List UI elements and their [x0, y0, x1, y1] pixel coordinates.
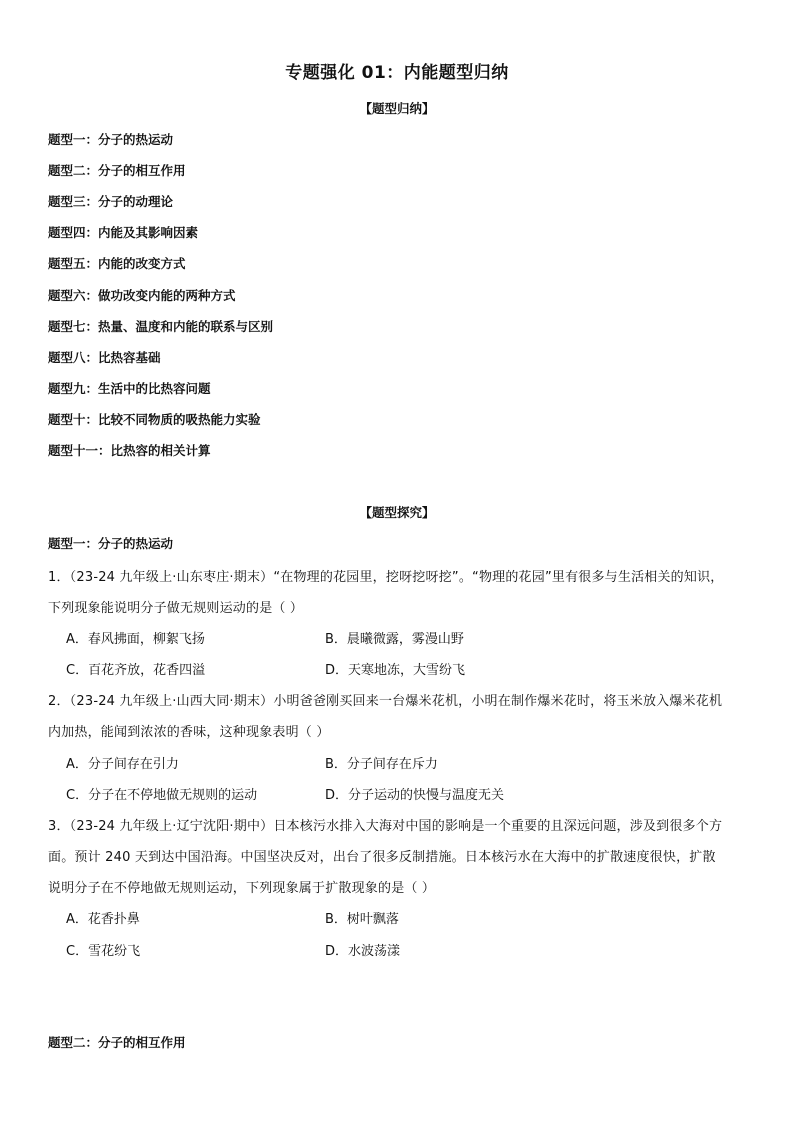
question-2-option-d: D．分子运动的快慢与温度无关 [325, 788, 505, 803]
type-list-item: 题型三：分子的动理论 [48, 194, 174, 209]
question-3-text: 面。预计 240 天到达中国沿海。中国坚决反对，出台了很多反制措施。日本核污水在大海中的扩散速度很快，扩散 [48, 850, 716, 865]
section-title: 题型一：分子的热运动 [48, 536, 174, 551]
question-3-option-c: C．雪花纷飞 [66, 944, 141, 959]
question-1-option-b: B．晨曦微露，雾漫山野 [325, 632, 464, 647]
question-2-text: 内加热，能闻到浓浓的香味，这种现象表明（ ） [48, 725, 330, 740]
question-2-option-b: B．分子间存在斥力 [325, 757, 438, 772]
question-2-option-a: A．分子间存在引力 [66, 757, 179, 772]
type-list-item: 题型一：分子的热运动 [48, 132, 174, 147]
question-1-option-a: A．春风拂面，柳絮飞扬 [66, 632, 205, 647]
type-list-item: 题型十：比较不同物质的吸热能力实验 [48, 412, 261, 427]
type-list-item: 题型十一：比热容的相关计算 [48, 443, 211, 458]
type-list-item: 题型八：比热容基础 [48, 350, 161, 365]
question-3-option-d: D．水波荡漾 [325, 944, 401, 959]
type-list-item: 题型七：热量、温度和内能的联系与区别 [48, 319, 274, 334]
question-1-option-c: C．百花齐放，花香四溢 [66, 663, 206, 678]
question-1-text: 下列现象能说明分子做无规则运动的是（ ） [48, 601, 304, 616]
question-3-option-a: A．花香扑鼻 [66, 912, 140, 927]
section-title: 题型二：分子的相互作用 [48, 1035, 186, 1050]
question-1-text: 1．（23-24 九年级上·山东枣庄·期末）“在物理的花园里，挖呀挖呀挖”。“物理的花园”里有很多与生活相关的知识， [48, 570, 724, 585]
question-1-option-d: D．天寒地冻，大雪纷飞 [325, 663, 466, 678]
type-list-item: 题型四：内能及其影响因素 [48, 225, 199, 240]
type-list-item: 题型九：生活中的比热容问题 [48, 381, 211, 396]
question-3-option-b: B．树叶飘落 [325, 912, 399, 927]
explore-header: 【题型探究】 [359, 505, 435, 520]
question-2-text: 2．（23-24 九年级上·山西大同·期末）小明爸爸刚买回来一台爆米花机，小明在制作爆米花时，将玉米放入爆米花机 [48, 694, 723, 709]
summary-header: 【题型归纳】 [359, 101, 435, 116]
type-list-item: 题型五：内能的改变方式 [48, 256, 186, 271]
question-3-text: 3．（23-24 九年级上·辽宁沈阳·期中）日本核污水排入大海对中国的影响是一个重要的且深远问题，涉及到很多个方 [48, 819, 723, 834]
question-3-text: 说明分子在不停地做无规则运动，下列现象属于扩散现象的是（ ） [48, 881, 436, 896]
type-list-item: 题型六：做功改变内能的两种方式 [48, 288, 236, 303]
type-list-item: 题型二：分子的相互作用 [48, 163, 186, 178]
document-title: 专题强化 01：内能题型归纳 [285, 63, 509, 83]
question-2-option-c: C．分子在不停地做无规则的运动 [66, 788, 258, 803]
